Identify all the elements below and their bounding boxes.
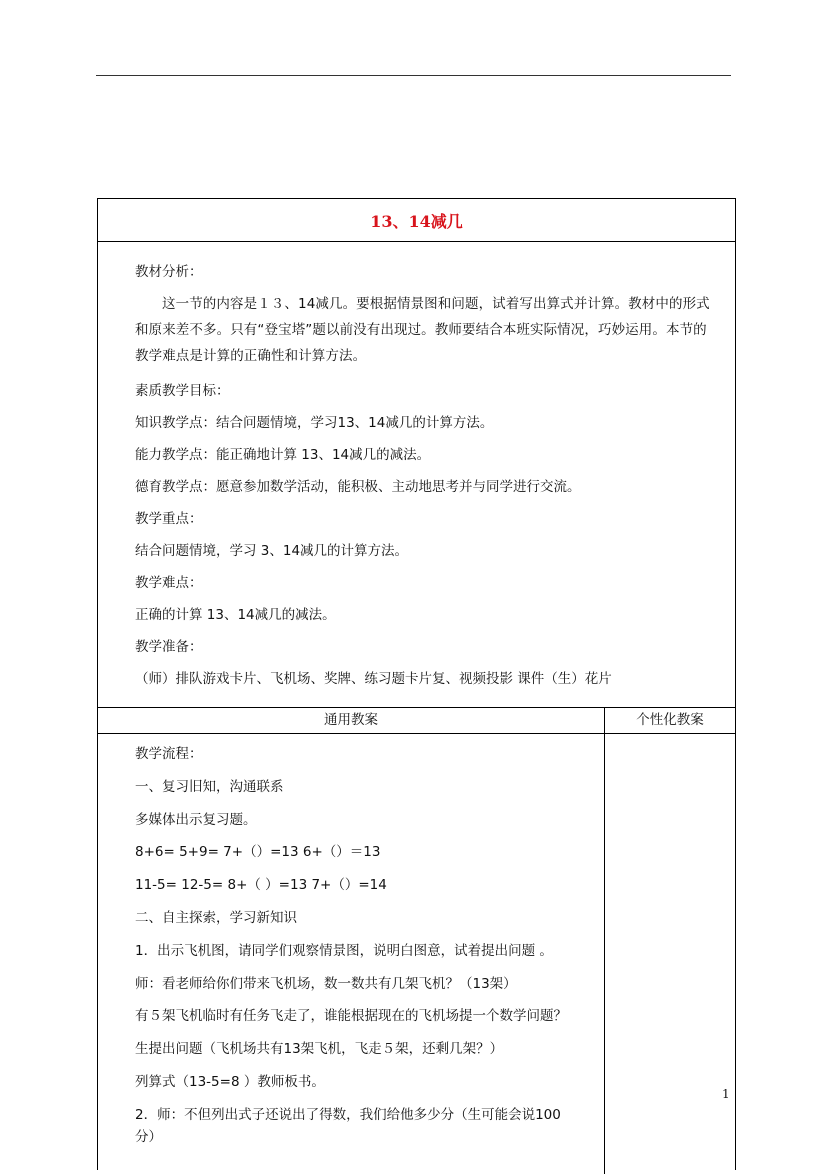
- process-section: [98, 734, 735, 1174]
- process-line: 生提出问题（飞机场共有13架飞机，飞走５架，还剩几架？）: [135, 1041, 504, 1058]
- goal-knowledge: 知识教学点：结合问题情境，学习13、14减几的计算方法。: [135, 415, 494, 431]
- lesson-plan-table: [97, 198, 736, 1170]
- process-line: 有５架飞机临时有任务飞走了，谁能根据现在的飞机场提一个数学问题？: [135, 1008, 567, 1025]
- goals-heading: 素质教学目标：: [135, 383, 230, 399]
- general-plan-column: [98, 734, 605, 1174]
- personal-plan-column: [605, 734, 735, 1174]
- key-heading: 教学重点：: [135, 511, 203, 527]
- difficulty-heading: 教学难点：: [135, 575, 203, 591]
- process-line: 2．师：不但列出式子还说出了得数，我们给他多少分（生可能会说100分）: [135, 1106, 561, 1145]
- key-text: 结合问题情境，学习 3、14减几的计算方法。: [135, 543, 409, 559]
- title-row: [98, 199, 735, 242]
- page-title: 13、14减几: [370, 211, 463, 231]
- goal-moral: 德育教学点：愿意参加数学活动，能积极、主动地思考并与同学进行交流。: [135, 479, 581, 495]
- header-rule: [96, 75, 731, 76]
- process-line: 列算式（13-5=8 ）教师板书。: [135, 1073, 325, 1090]
- process-line: 1．出示飞机图，请同学们观察情景图，说明白图意，试着提出问题 。: [135, 942, 553, 959]
- analysis-heading: 教材分析：: [135, 264, 203, 280]
- process-line: 二、自主探索，学习新知识: [135, 909, 297, 926]
- difficulty-text: 正确的计算 13、14减几的减法。: [135, 607, 336, 623]
- column-headers: [98, 708, 735, 734]
- intro-section: [98, 242, 735, 708]
- process-line: 8+6= 5+9= 7+（）=13 6+（）＝13: [135, 844, 381, 861]
- column-header-personal: 个性化教案: [636, 712, 704, 728]
- prep-heading: 教学准备：: [135, 639, 203, 655]
- page-number: 1: [722, 1087, 730, 1101]
- analysis-text: 这一节的内容是１３、14减几。要根据情景图和问题，试着写出算式并计算。教材中的形式和原来差不多。只有“登宝塔”题以前没有出现过。教师要结合本班实际情况，巧妙运用。本节的教学难点是计算的正确性和计算方法。: [135, 296, 710, 364]
- process-line: 11-5= 12-5= 8+（ ）=13 7+（）=14: [135, 877, 387, 894]
- process-line: 教学流程：: [135, 746, 203, 762]
- process-line: 多媒体出示复习题。: [135, 811, 257, 828]
- column-header-general: 通用教案: [98, 708, 605, 733]
- goal-ability: 能力教学点：能正确地计算 13、14减几的减法。: [135, 447, 431, 463]
- process-line: 一、复习旧知，沟通联系: [135, 778, 284, 795]
- prep-text: （师）排队游戏卡片、飞机场、奖牌、练习题卡片复、视频投影 课件（生）花片: [135, 671, 612, 687]
- process-line: 师：看老师给你们带来飞机场，数一数共有几架飞机？（13架）: [135, 975, 517, 992]
